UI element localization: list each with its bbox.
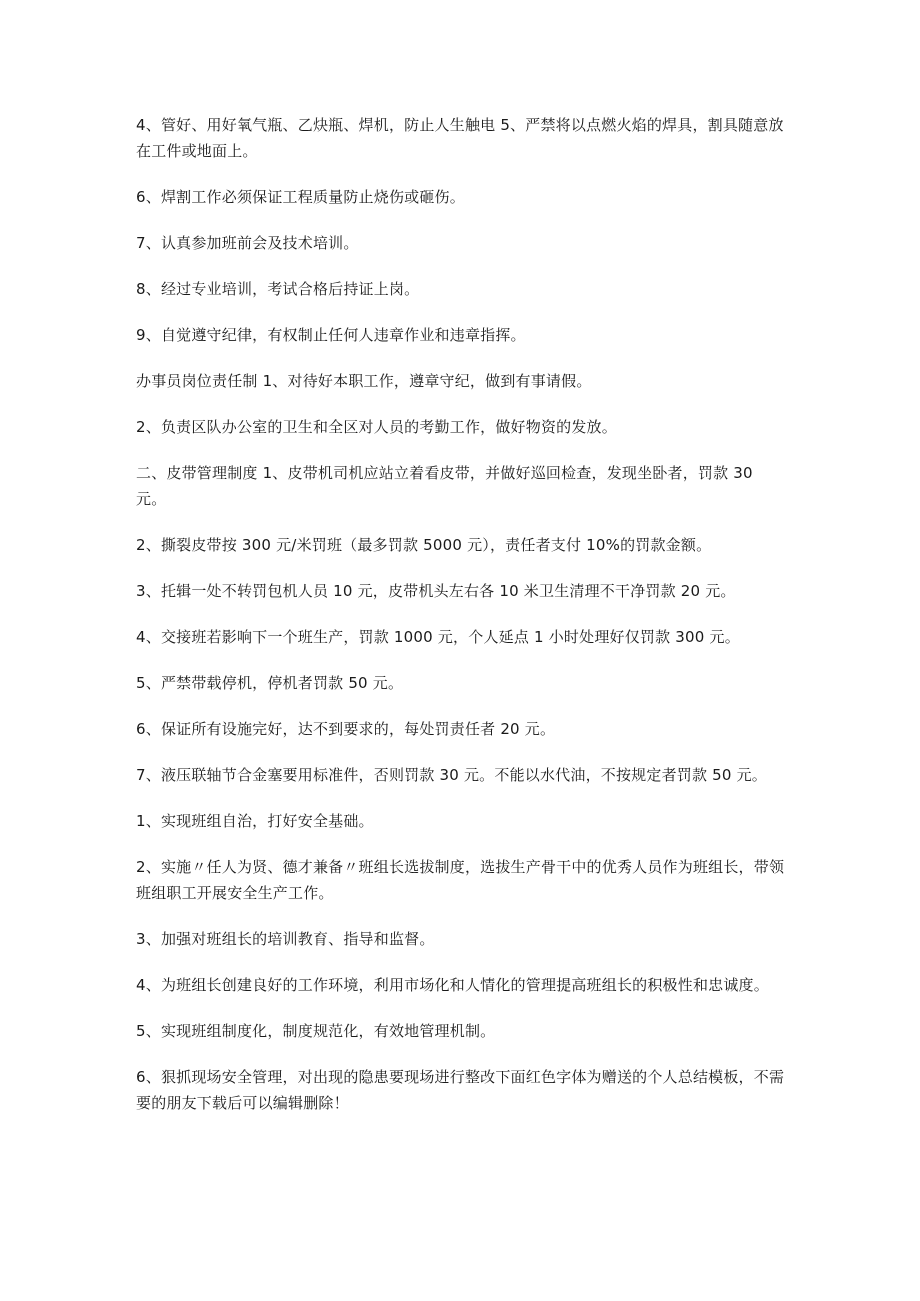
paragraph: 6、保证所有设施完好，达不到要求的，每处罚责任者 20 元。 — [136, 720, 556, 738]
document-body — [136, 112, 786, 1136]
paragraph: 5、实现班组制度化，制度规范化，有效地管理机制。 — [136, 1022, 496, 1040]
paragraph: 3、加强对班组长的培训教育、指导和监督。 — [136, 930, 435, 948]
paragraph: 2、实施〃任人为贤、德才兼备〃班组长选拔制度，选拔生产骨干中的优秀人员作为班组长，带领班组职工开展安全生产工作。 — [136, 858, 785, 902]
paragraph: 二、皮带管理制度 1、皮带机司机应站立着看皮带，并做好巡回检查，发现坐卧者，罚款 30 元。 — [136, 464, 753, 508]
paragraph: 3、托辑一处不转罚包机人员 10 元，皮带机头左右各 10 米卫生清理不干净罚款 20 元。 — [136, 582, 736, 600]
paragraph: 9、自觉遵守纪律，有权制止任何人违章作业和违章指挥。 — [136, 326, 526, 344]
paragraph: 2、撕裂皮带按 300 元/米罚班（最多罚款 5000 元），责任者支付 10%的罚款金额。 — [136, 536, 712, 554]
paragraph: 8、经过专业培训，考试合格后持证上岗。 — [136, 280, 420, 298]
paragraph: 2、负责区队办公室的卫生和全区对人员的考勤工作，做好物资的发放。 — [136, 418, 617, 436]
paragraph: 办事员岗位责任制 1、对待好本职工作，遵章守纪，做到有事请假。 — [136, 372, 592, 390]
paragraph: 1、实现班组自治，打好安全基础。 — [136, 812, 374, 830]
paragraph: 4、交接班若影响下一个班生产，罚款 1000 元，个人延点 1 小时处理好仅罚款 300 元。 — [136, 628, 740, 646]
paragraph: 7、液压联轴节合金塞要用标准件，否则罚款 30 元。不能以水代油，不按规定者罚款 50 元。 — [136, 766, 767, 784]
paragraph: 4、为班组长创建良好的工作环境，利用市场化和人情化的管理提高班组长的积极性和忠诚度。 — [136, 976, 769, 994]
paragraph: 6、狠抓现场安全管理，对出现的隐患要现场进行整改下面红色字体为赠送的个人总结模板，不需要的朋友下载后可以编辑删除！ — [136, 1068, 785, 1112]
paragraph: 6、焊割工作必须保证工程质量防止烧伤或砸伤。 — [136, 188, 465, 206]
paragraph: 5、严禁带载停机，停机者罚款 50 元。 — [136, 674, 404, 692]
paragraph: 7、认真参加班前会及技术培训。 — [136, 234, 359, 252]
paragraph: 4、管好、用好氧气瓶、乙炔瓶、焊机，防止人生触电 5、严禁将以点燃火焰的焊具，割具随意放在工件或地面上。 — [136, 116, 784, 160]
